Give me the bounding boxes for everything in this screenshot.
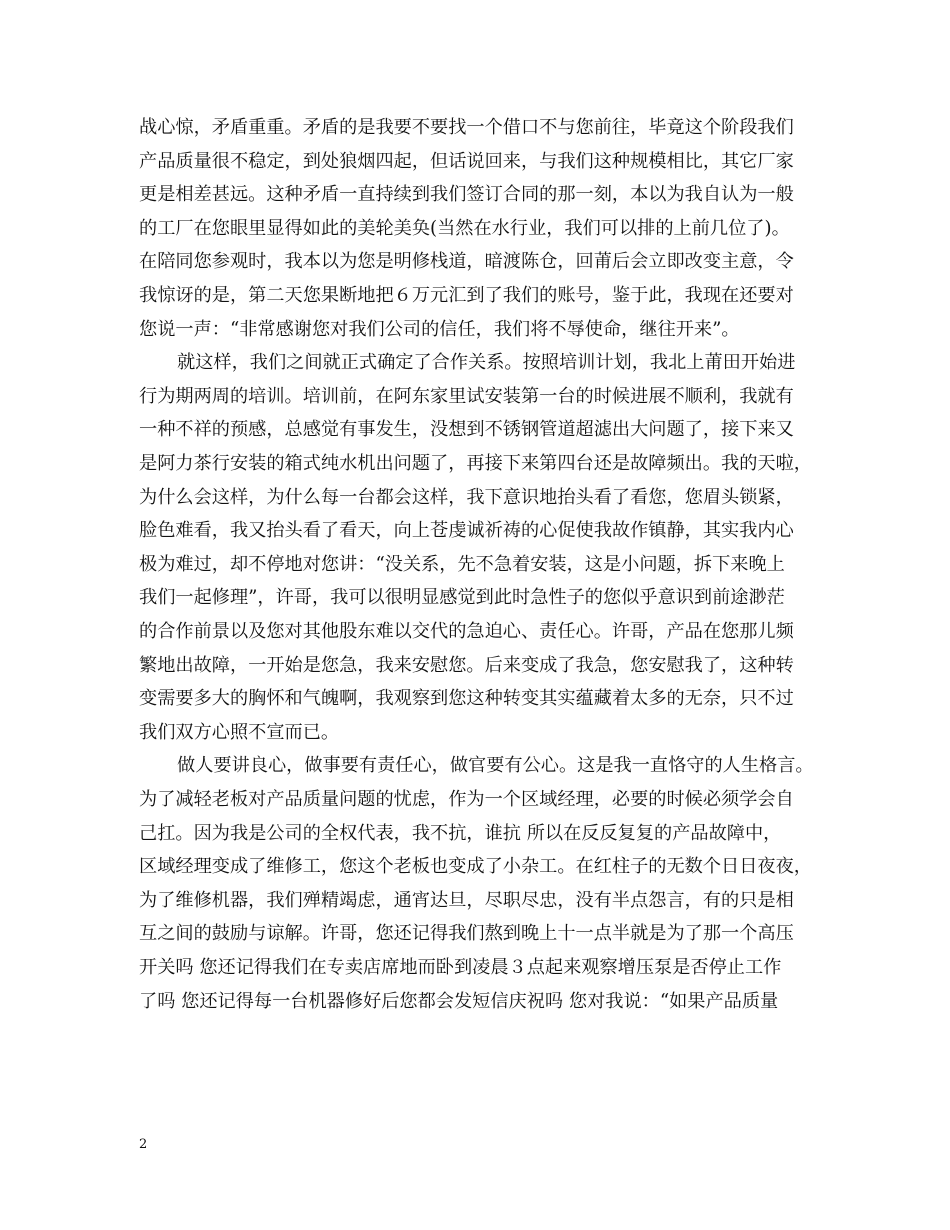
text-line: 变需要多大的胸怀和气魄啊，我观察到您这种转变其实蕴藏着太多的无奈，只不过 bbox=[139, 688, 794, 710]
text-line: 互之间的鼓励与谅解。许哥，您还记得我们熬到晚上十一点半就是为了那一个高压 bbox=[139, 923, 794, 945]
text-line: 了吗 您还记得每一台机器修好后您都会发短信庆祝吗 您对我说：“如果产品质量 bbox=[139, 990, 779, 1012]
text-line: 更是相差甚远。这种矛盾一直持续到我们签订合同的那一刻，本以为我自认为一般 bbox=[139, 184, 794, 206]
text-line: 极为难过，却不停地对您讲：“没关系，先不急着安装，这是小问题，拆下来晚上 bbox=[139, 553, 785, 575]
text-line: 就这样，我们之间就正式确定了合作关系。按照培训计划，我北上莆田开始进 bbox=[177, 352, 796, 374]
text-line: 为什么会这样，为什么每一台都会这样，我下意识地抬头看了看您，您眉头锁紧， bbox=[139, 486, 794, 508]
text-line: 在陪同您参观时，我本以为您是明修栈道，暗渡陈仓，回莆后会立即改变主意，令 bbox=[139, 251, 794, 273]
text-line: 做人要讲良心，做事要有责任心，做官要有公心。这是我一直恪守的人生格言。 bbox=[177, 755, 814, 777]
page-number: 2 bbox=[139, 1137, 148, 1152]
text-line: 的工厂在您眼里显得如此的美轮美奂(当然在水行业，我们可以排的上前几位了)。 bbox=[139, 217, 790, 239]
text-line: 区域经理变成了维修工，您这个老板也变成了小杂工。在红柱子的无数个日日夜夜， bbox=[139, 856, 812, 878]
text-line: 战心惊，矛盾重重。矛盾的是我要不要找一个借口不与您前往，毕竟这个阶段我们 bbox=[139, 117, 794, 138]
text-line: 您说一声：“非常感谢您对我们公司的信任，我们将不辱使命，继往开来”。 bbox=[139, 318, 740, 340]
text-line: 的合作前景以及您对其他股东难以交代的急迫心、责任心。许哥，产品在您那儿频 bbox=[139, 621, 794, 642]
text-line: 我们双方心照不宣而已。 bbox=[139, 721, 340, 743]
text-line: 我们一起修理”，许哥，我可以很明显感觉到此时急性子的您似乎意识到前途渺茫 bbox=[139, 587, 785, 609]
text-line: 己扛。因为我是公司的全权代表，我不抗，谁抗 所以在反反复复的产品故障中， bbox=[139, 822, 782, 844]
text-line: 繁地出故障，一开始是您急，我来安慰您。后来变成了我急，您安慰我了，这种转 bbox=[139, 654, 794, 676]
text-line: 为了维修机器，我们殚精竭虑，通宵达旦，尽职尽忠，没有半点怨言，有的只是相 bbox=[139, 889, 794, 911]
text-line: 脸色难看，我又抬头看了看天，向上苍虔诚祈祷的心促使我故作镇静，其实我内心 bbox=[139, 520, 794, 542]
text-line: 一种不祥的预感，总感觉有事发生，没想到不锈钢管道超滤出大问题了，接下来又 bbox=[139, 419, 794, 441]
text-line: 为了减轻老板对产品质量问题的忧虑，作为一个区域经理，必要的时候必须学会自 bbox=[139, 789, 794, 810]
text-line: 产品质量很不稳定，到处狼烟四起，但话说回来，与我们这种规模相比，其它厂家 bbox=[139, 150, 794, 172]
text-line: 是阿力茶行安装的箱式纯水机出问题了，再接下来第四台还是故障频出。我的天啦， bbox=[139, 453, 812, 474]
text-line: 我惊讶的是，第二天您果断地把６万元汇到了我们的账号，鉴于此，我现在还要对 bbox=[139, 285, 794, 306]
text-line: 开关吗 您还记得我们在专卖店席地而卧到凌晨３点起来观察增压泵是否停止工作 bbox=[139, 957, 782, 978]
text-line: 行为期两周的培训。培训前，在阿东家里试安装第一台的时候进展不顺利，我就有 bbox=[139, 385, 794, 407]
